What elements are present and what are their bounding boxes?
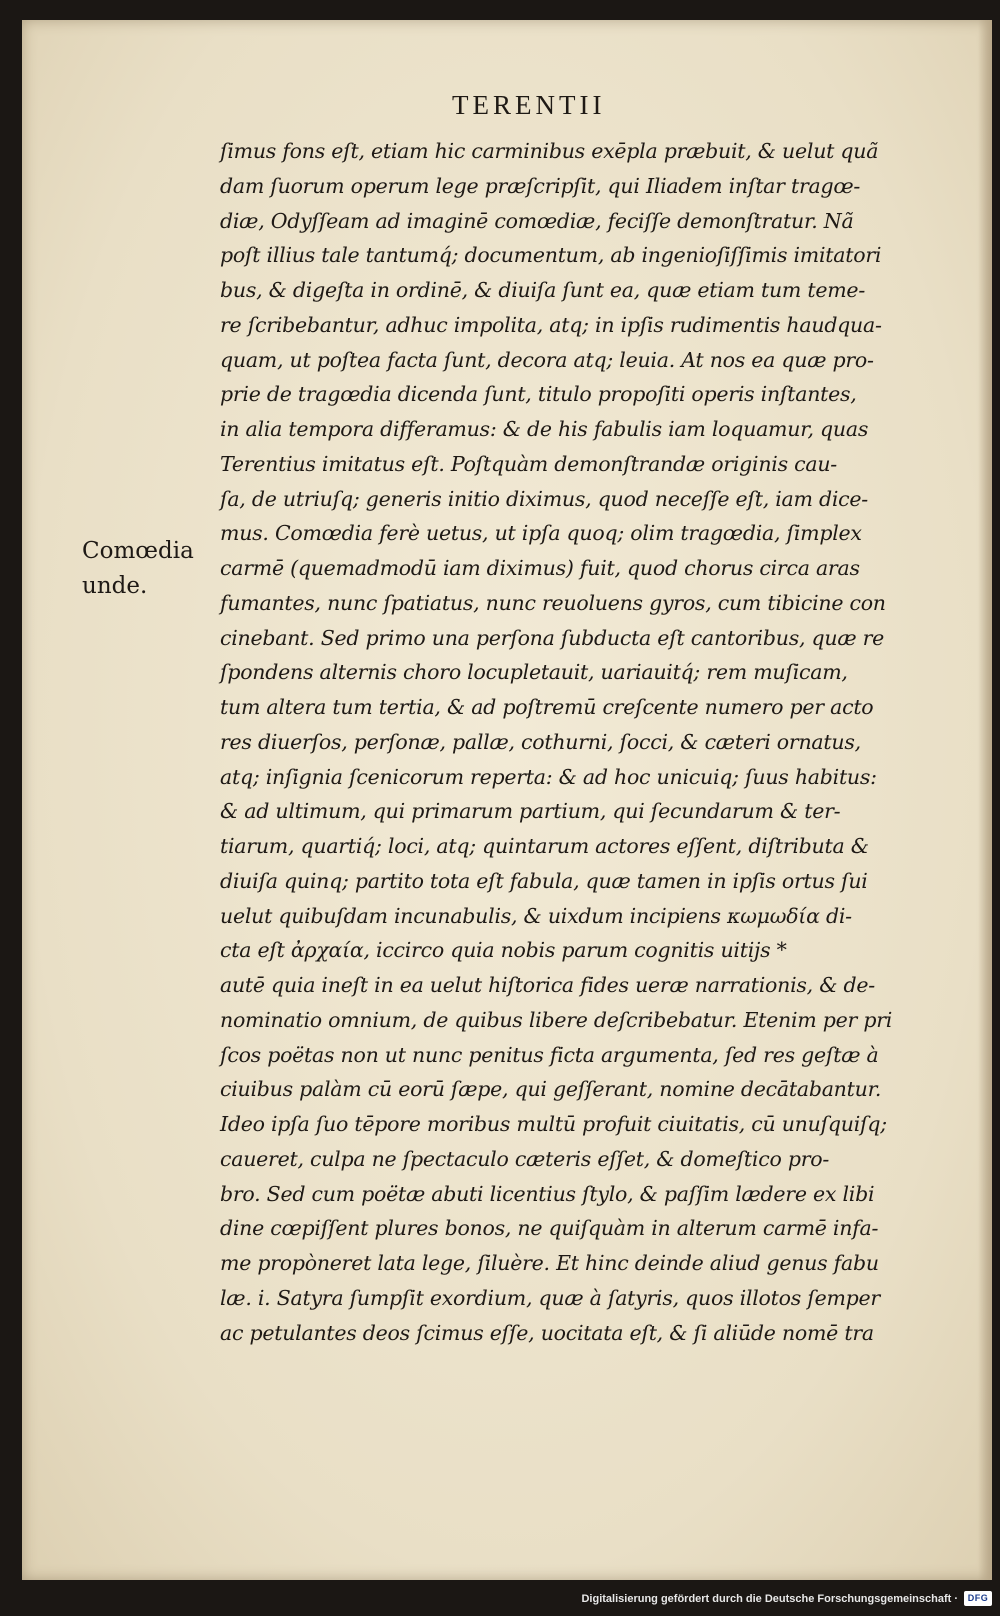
text-line: autē quia ineſt in ea uelut hiſtorica fides ueræ narrationis, & de- xyxy=(220,973,875,997)
book-page xyxy=(22,20,992,1580)
text-line: læ. i. Satyra ſumpſit exordium, quæ à ſatyris, quos illotos ſemper xyxy=(220,1285,880,1310)
text-line: caueret, culpa ne ſpectaculo cæteris eſſet, & domeſtico pro- xyxy=(220,1146,830,1171)
marginal-note-line: Comœdia xyxy=(82,538,194,564)
text-line: uelut quibuſdam incunabulis, & uixdum incipiens κωμωδία di- xyxy=(220,903,852,928)
text-line: in alia tempora differamus: & de his fabulis iam loquamur, quas xyxy=(220,417,869,441)
running-head: TERENTII xyxy=(452,90,606,120)
text-line: ſpondens alternis choro locupletauit, uariauitq́; rem muſicam, xyxy=(220,660,848,685)
text-line: diuiſa quinq; partito tota eſt fabula, quæ tamen in ipſis ortus ſui xyxy=(220,868,868,893)
text-line: fumantes, nunc ſpatiatus, nunc reuoluens gyros, cum tibicine con xyxy=(220,590,886,615)
text-line: ſcos poëtas non ut nunc penitus ficta argumenta, ſed res geſtæ à xyxy=(220,1042,879,1067)
text-line: nominatio omnium, de quibus libere deſcribebatur. Etenim per pri xyxy=(220,1007,893,1032)
text-line: dam ſuorum operum lege præſcripſit, qui Iliadem inſtar tragœ- xyxy=(220,173,861,198)
text-line: prie de tragœdia dicenda ſunt, titulo propoſiti operis inſtantes, xyxy=(220,382,857,407)
text-line: cta eſt ἀρχαία, iccirco quia nobis parum cognitis uitijs * xyxy=(220,938,787,963)
text-line: mus. Comœdia ferè uetus, ut ipſa quoq; olim tragœdia, ſimplex xyxy=(220,521,862,546)
text-line: quam, ut poſtea facta ſunt, decora atq; leuia. At nos ea quæ pro- xyxy=(220,347,874,372)
page-edge-shadow xyxy=(978,20,992,1580)
text-line: ac petulantes deos ſcimus eſſe, uocitata eſt, & ſi aliūde nomē tra xyxy=(220,1320,874,1345)
text-line: atq; inſignia ſcenicorum reperta: & ad hoc unicuiq; ſuus habitus: xyxy=(220,764,877,789)
text-line: dine cœpiſſent plures bonos, ne quiſquàm in alterum carmē infa- xyxy=(220,1216,879,1241)
text-line: re ſcribebantur, adhuc impolita, atq; in ipſis rudimentis haudqua- xyxy=(220,312,882,337)
text-line: Terentius imitatus eſt. Poſtquàm demonſtrandæ originis cau- xyxy=(220,451,837,476)
text-line: Ideo ipſa ſuo tēpore moribus multū profuit ciuitatis, cū unuſquiſq; xyxy=(220,1112,887,1136)
marginal-note-line: unde. xyxy=(82,572,148,599)
text-line: & ad ultimum, qui primarum partium, qui ſecundarum & ter- xyxy=(220,799,841,824)
text-line: tiarum, quartiq́; loci, atq; quintarum actores eſſent, diſtributa & xyxy=(220,834,869,858)
dfg-logo: DFG xyxy=(964,1591,992,1606)
text-line: tum altera tum tertia, & ad poſtremū creſcente numero per acto xyxy=(220,695,874,719)
text-line: res diuerſos, perſonæ, pallæ, cothurni, ſocci, & cæteri ornatus, xyxy=(220,729,861,754)
text-line: ciuibus palàm cū eorū ſæpe, qui geſſerant, nomine decātabantur. xyxy=(220,1077,882,1102)
marginal-note xyxy=(82,534,194,604)
digitization-footer xyxy=(0,1586,1000,1612)
text-line: poſt illius tale tantumq́; documentum, ab ingenioſiſſimis imitatori xyxy=(220,243,882,268)
footer-credit: Digitalisierung gefördert durch die Deutsche Forschungsgemeinschaft · xyxy=(581,1593,958,1605)
text-line: bus, & digeſta in ordinē, & diuiſa ſunt ea, quæ etiam tum teme- xyxy=(220,278,865,302)
text-line: ſa, de utriuſq; generis initio diximus, quod neceſſe eſt, iam dice- xyxy=(220,486,868,511)
text-line: bro. Sed cum poëtæ abuti licentius ſtylo, & paſſim lædere ex libi xyxy=(220,1181,875,1206)
text-line: cinebant. Sed primo una perſona ſubducta eſt cantoribus, quæ re xyxy=(220,625,885,650)
text-line: me propòneret lata lege, ſiluère. Et hinc deinde aliud genus fabu xyxy=(220,1251,879,1275)
text-line: diæ, Odyſſeam ad imaginē comœdiæ, feciſſe demonſtratur. Nã xyxy=(220,208,854,233)
body-text xyxy=(220,134,910,1350)
text-line: carmē (quemadmodū iam diximus) fuit, quod chorus circa aras xyxy=(220,556,860,580)
text-line: ſimus fons eſt, etiam hic carminibus exēpla præbuit, & uelut quã xyxy=(220,139,879,163)
